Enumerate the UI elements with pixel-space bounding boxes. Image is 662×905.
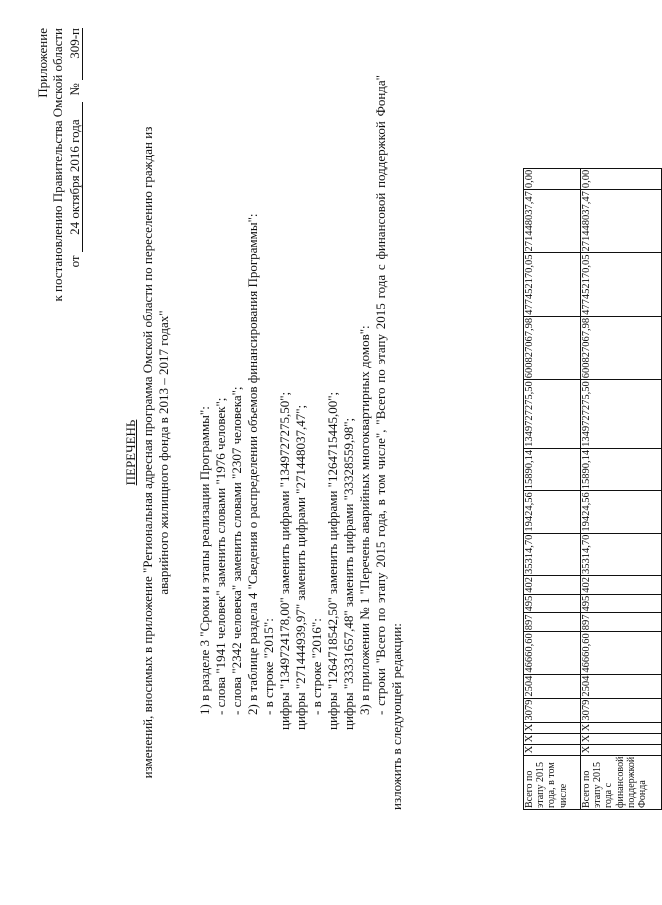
- table-row: [524, 168, 581, 809]
- resolution-date-line: [67, 28, 83, 267]
- table-cell: 271448037,47: [524, 190, 581, 253]
- body-line-5: - в строке "2015":: [261, 618, 276, 715]
- table-cell: 46660,60: [581, 632, 662, 674]
- table-cell: X: [581, 744, 662, 755]
- document-subtitle-line-2: аварийного жилищного фонда в 2013 – 2017 годах": [156, 310, 171, 595]
- body-line-10: цифры "33331657,48" заменить цифрами "33328559,98";: [341, 417, 356, 730]
- table-cell: X: [581, 733, 662, 744]
- table-cell: 19424,56: [581, 491, 662, 533]
- resolution-reference: к постановлению Правительства Омской области: [50, 28, 65, 302]
- body-line-6: цифры "1349724178,00" заменить цифрами "1349727275,50";: [277, 391, 292, 730]
- table-cell: X: [524, 733, 581, 744]
- table-cell: 0,00: [581, 168, 662, 189]
- table-cell: 897: [581, 613, 662, 632]
- table-cell: 0,00: [524, 168, 581, 189]
- appendix-label: Приложение: [35, 28, 50, 98]
- table-cell: 897: [524, 613, 581, 632]
- table-cell: 600827067,98: [581, 316, 662, 379]
- table-cell: 1349727275,50: [524, 380, 581, 449]
- table-cell: X: [524, 722, 581, 733]
- table-row: [581, 168, 662, 809]
- document-title: ПЕРЕЧЕНЬ: [123, 419, 138, 486]
- body-line-9: цифры "1264718542,50" заменить цифрами "1264715445,00";: [325, 391, 340, 730]
- table-cell: 495: [581, 594, 662, 613]
- table-cell: 2504: [581, 674, 662, 698]
- date-prefix: от: [67, 255, 82, 268]
- body-line-3: - слова "2342 человека" заменить словами "2307 человека";: [229, 386, 244, 715]
- body-line-14: изложить в следующей редакции:: [389, 623, 404, 810]
- table-cell: 402: [581, 575, 662, 594]
- table-cell: 35314,70: [581, 533, 662, 575]
- body-line-8: - в строке "2016":: [309, 618, 324, 715]
- table-cell: 35314,70: [524, 533, 581, 575]
- table-cell: 402: [524, 575, 581, 594]
- table-cell: 15890,14: [581, 448, 662, 490]
- table-cell: 2504: [524, 674, 581, 698]
- resolution-number: 309-п: [68, 28, 83, 80]
- body-line-4: 2) в таблице раздела 4 "Сведения о распределении объемов финансирования Программы":: [245, 213, 260, 715]
- row-label: Всего по этапу 2015 года с финансовой поддержкой Фонда: [581, 755, 662, 809]
- body-line-2: - слова "1941 человек" заменить словами "1976 человек";: [213, 397, 228, 715]
- table-cell: 495: [524, 594, 581, 613]
- buildings-table: [523, 168, 662, 810]
- table-cell: 477452170,05: [524, 253, 581, 316]
- table-cell: 477452170,05: [581, 253, 662, 316]
- table-cell: 15890,14: [524, 448, 581, 490]
- table-cell: X: [581, 722, 662, 733]
- table-cell: 19424,56: [524, 491, 581, 533]
- table-cell: 3079: [581, 698, 662, 722]
- number-prefix: №: [67, 83, 82, 96]
- table-cell: X: [524, 744, 581, 755]
- document-subtitle-line-1: изменений, вносимых в приложение "Региональная адресная программа Омской области по переселению граждан из: [140, 126, 155, 779]
- body-line-7: цифры "271444939,97" заменить цифрами "271448037,47";: [293, 404, 308, 730]
- resolution-date: 24 октября 2016 года: [68, 102, 83, 252]
- row-label: Всего по этапу 2015 года, в том числе: [524, 755, 581, 809]
- table-cell: 600827067,98: [524, 316, 581, 379]
- table-cell: 3079: [524, 698, 581, 722]
- table-cell: 1349727275,50: [581, 380, 662, 449]
- table-cell: 271448037,47: [581, 190, 662, 253]
- body-line-11: 3) в приложении № 1 "Перечень аварийных многоквартирных домов":: [357, 325, 372, 715]
- body-line-1: 1) в разделе 3 "Сроки и этапы реализации Программы":: [197, 406, 212, 715]
- table-cell: 46660,60: [524, 632, 581, 674]
- body-line-12: - строки "Всего по этапу 2015 года, в том числе", "Всего по этапу 2015 года с финансовой поддержкой Фонда": [373, 75, 388, 715]
